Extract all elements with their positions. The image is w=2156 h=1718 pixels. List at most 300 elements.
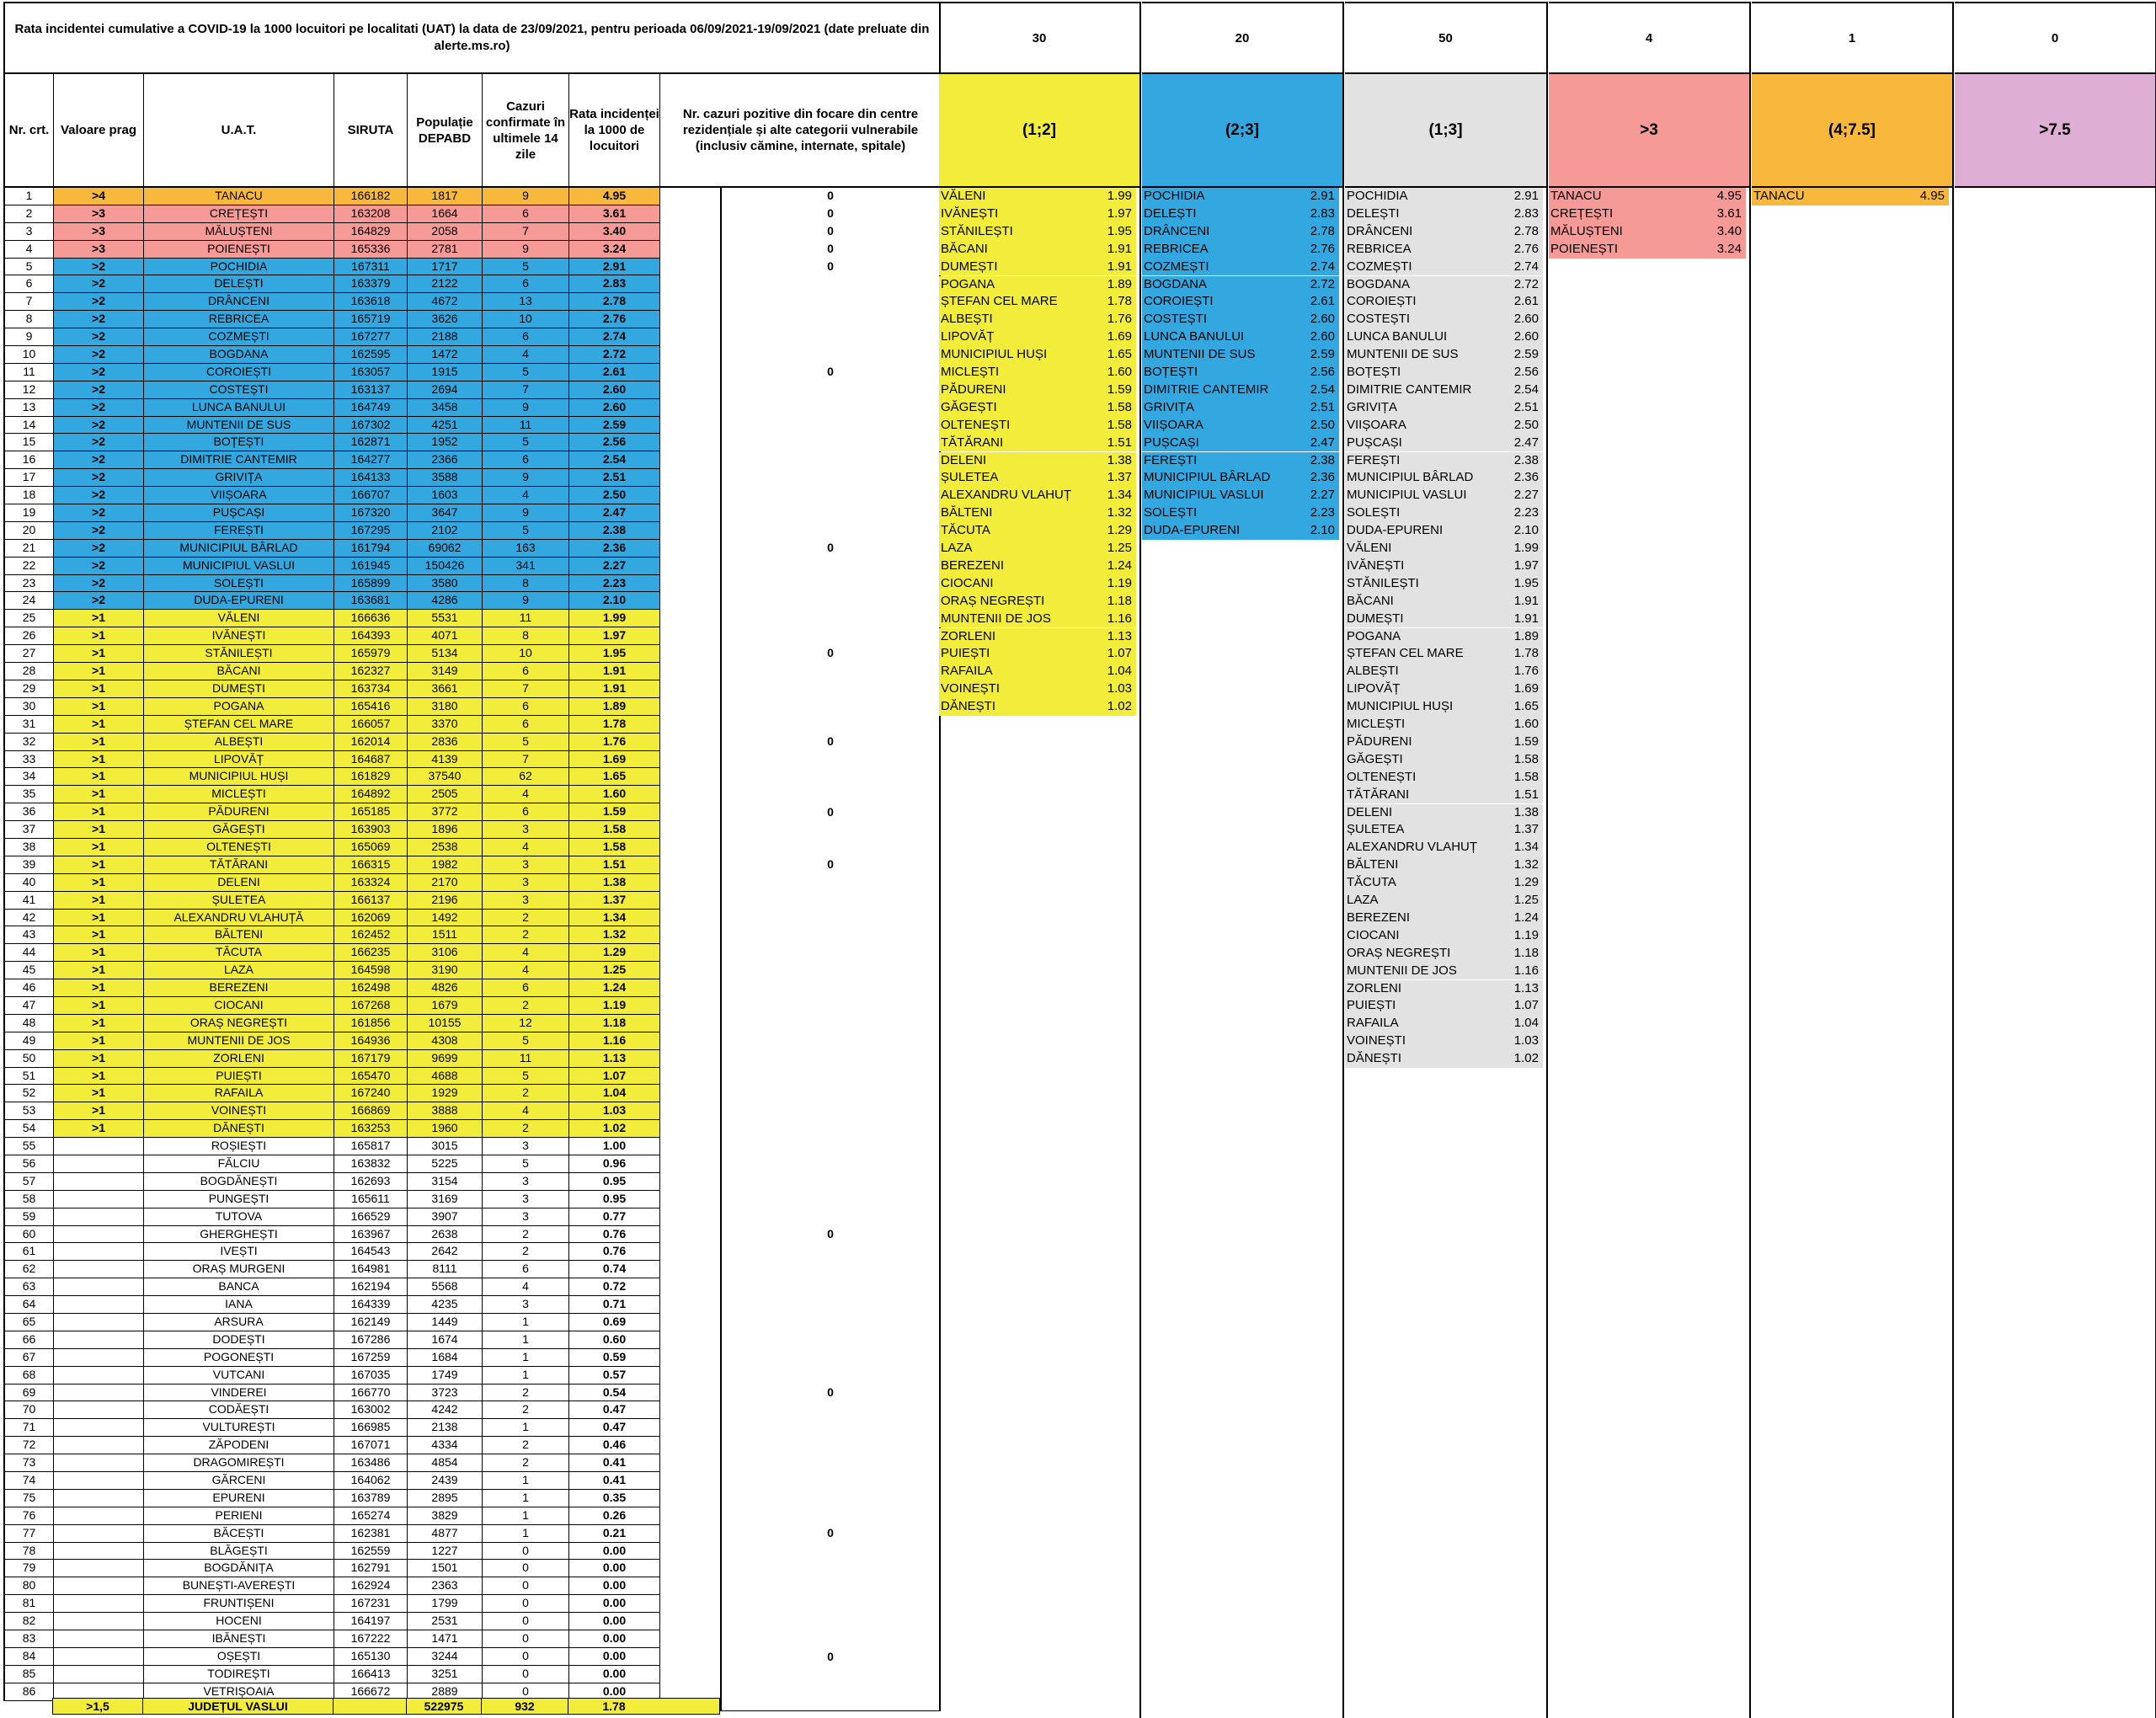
row-nr: 13 — [5, 399, 54, 417]
row-populatie: 3169 — [408, 1191, 483, 1208]
category-item-name: BĂLTENI — [941, 505, 993, 520]
row-siruta: 163967 — [334, 1226, 408, 1244]
row-uat: BANCA — [144, 1278, 334, 1296]
row-siruta: 166137 — [334, 892, 408, 910]
row-populatie: 1679 — [408, 997, 483, 1015]
category-item — [1142, 311, 1339, 328]
row-cazuri: 5 — [483, 1155, 569, 1173]
table-row — [5, 1085, 660, 1102]
category-item-value: 2.59 — [1513, 347, 1539, 362]
row-siruta: 166636 — [334, 610, 408, 627]
row-rata: 2.36 — [569, 540, 660, 558]
row-populatie: 1799 — [408, 1595, 483, 1613]
category-count: 20 — [1142, 2, 1344, 74]
category-item-name: BOȚEȘTI — [1347, 365, 1401, 379]
row-uat: PĂDURENI — [144, 803, 334, 821]
row-cazuri: 9 — [483, 469, 569, 487]
category-item-value: 1.78 — [1107, 294, 1132, 309]
row-nr: 60 — [5, 1226, 54, 1244]
header-nr: Nr. crt. — [5, 74, 54, 186]
row-populatie: 3370 — [408, 716, 483, 734]
category-item-name: MUNICIPIUL BÂRLAD — [1144, 470, 1271, 485]
category-label: (2;3] — [1142, 74, 1344, 188]
row-cazuri: 9 — [483, 504, 569, 522]
row-cazuri: 1 — [483, 1525, 569, 1543]
focare-value: 0 — [827, 857, 834, 872]
category-item-name: VOINEȘTI — [941, 681, 1001, 696]
row-uat: VINDEREI — [144, 1385, 334, 1402]
row-nr: 45 — [5, 962, 54, 979]
category-item — [1345, 540, 1543, 558]
category-item-value: 1.59 — [1513, 734, 1539, 749]
row-nr: 83 — [5, 1630, 54, 1648]
row-siruta: 167240 — [334, 1085, 408, 1102]
row-siruta: 165336 — [334, 241, 408, 259]
row-nr: 19 — [5, 504, 54, 522]
row-populatie: 1227 — [408, 1543, 483, 1561]
category-item — [1345, 892, 1543, 910]
row-prag — [54, 1525, 144, 1543]
row-rata: 0.00 — [569, 1666, 660, 1683]
row-prag — [54, 1472, 144, 1490]
row-nr: 33 — [5, 751, 54, 769]
row-siruta: 166057 — [334, 716, 408, 734]
category-item-value: 1.02 — [1513, 1051, 1539, 1066]
row-nr: 69 — [5, 1385, 54, 1402]
row-rata: 0.00 — [569, 1683, 660, 1701]
row-prag: >2 — [54, 311, 144, 328]
row-nr: 18 — [5, 487, 54, 504]
row-cazuri: 3 — [483, 1191, 569, 1208]
category-count: 30 — [939, 2, 1141, 74]
category-item-value: 2.72 — [1310, 276, 1335, 291]
row-rata: 1.59 — [569, 803, 660, 821]
row-nr: 38 — [5, 839, 54, 856]
row-prag — [54, 1560, 144, 1577]
row-siruta: 161829 — [334, 768, 408, 786]
row-populatie: 3661 — [408, 680, 483, 698]
category-item-value: 1.69 — [1107, 329, 1132, 344]
row-cazuri: 1 — [483, 1331, 569, 1349]
category-item — [939, 328, 1136, 346]
category-item-name: COROIEȘTI — [1347, 294, 1417, 309]
row-uat: GHERGHEȘTI — [144, 1226, 334, 1244]
category-item-name: SOLEȘTI — [1347, 505, 1401, 520]
category-item — [939, 346, 1136, 364]
row-prag — [54, 1138, 144, 1155]
row-populatie: 4308 — [408, 1032, 483, 1050]
row-siruta: 163832 — [334, 1155, 408, 1173]
row-populatie: 1449 — [408, 1314, 483, 1331]
row-rata: 1.19 — [569, 997, 660, 1015]
row-populatie: 4688 — [408, 1068, 483, 1086]
table-row — [5, 259, 660, 276]
row-cazuri: 3 — [483, 821, 569, 839]
row-cazuri: 11 — [483, 610, 569, 627]
category-item-name: ȘTEFAN CEL MARE — [1347, 646, 1464, 661]
row-cazuri: 2 — [483, 1085, 569, 1102]
row-siruta: 165817 — [334, 1138, 408, 1155]
row-nr: 49 — [5, 1032, 54, 1050]
row-nr: 54 — [5, 1120, 54, 1138]
table-row — [5, 734, 660, 751]
row-nr: 16 — [5, 451, 54, 469]
row-uat: CIOCANI — [144, 997, 334, 1015]
row-prag: >2 — [54, 592, 144, 610]
row-siruta: 163002 — [334, 1401, 408, 1419]
row-rata: 0.35 — [569, 1490, 660, 1507]
row-nr: 9 — [5, 328, 54, 346]
header-siruta: SIRUTA — [334, 74, 408, 186]
table-row — [5, 1454, 660, 1472]
row-siruta: 163789 — [334, 1490, 408, 1507]
category-item-value: 2.72 — [1513, 276, 1539, 291]
row-cazuri: 163 — [483, 540, 569, 558]
row-rata: 0.69 — [569, 1314, 660, 1331]
row-rata: 2.60 — [569, 381, 660, 399]
category-item — [1345, 945, 1543, 963]
category-item — [939, 205, 1136, 223]
category-item-name: LIPOVĂȚ — [941, 329, 995, 344]
row-populatie: 1717 — [408, 259, 483, 276]
row-uat: BĂCANI — [144, 663, 334, 680]
row-siruta: 166672 — [334, 1683, 408, 1701]
category-item-name: COROIEȘTI — [1144, 294, 1214, 309]
report-title: Rata incidentei cumulative a COVID-19 la 1000 locuitori pe localitati (UAT) la data de 23/09/2021, pentru perioada 06/09/2021-19/09/2021 (date preluate din alerte.ms.ro) — [3, 2, 941, 74]
row-rata: 3.24 — [569, 241, 660, 259]
table-row — [5, 399, 660, 417]
row-cazuri: 6 — [483, 979, 569, 997]
category-item-name: BEREZENI — [941, 558, 1005, 573]
row-rata: 3.61 — [569, 205, 660, 223]
row-siruta: 165185 — [334, 803, 408, 821]
row-cazuri: 0 — [483, 1595, 569, 1613]
category-item — [1142, 241, 1339, 259]
row-cazuri: 4 — [483, 487, 569, 504]
category-item — [1142, 504, 1339, 522]
row-prag — [54, 1208, 144, 1226]
row-siruta: 165719 — [334, 311, 408, 328]
category-item — [1345, 751, 1543, 769]
category-item-value: 4.95 — [1919, 189, 1945, 203]
category-item — [939, 469, 1136, 487]
row-siruta: 163618 — [334, 293, 408, 311]
row-prag: >1 — [54, 856, 144, 874]
row-uat: ȘTEFAN CEL MARE — [144, 716, 334, 734]
row-populatie: 2363 — [408, 1577, 483, 1595]
category-item-name: COSTEȘTI — [1144, 312, 1208, 327]
row-populatie: 9699 — [408, 1050, 483, 1068]
row-rata: 0.54 — [569, 1385, 660, 1402]
category-item — [939, 504, 1136, 522]
table-row — [5, 1331, 660, 1349]
row-nr: 29 — [5, 680, 54, 698]
row-rata: 2.76 — [569, 311, 660, 328]
category-item — [1345, 980, 1543, 998]
row-prag: >1 — [54, 645, 144, 663]
category-item-name: POCHIDIA — [1144, 189, 1205, 203]
row-uat: IANA — [144, 1296, 334, 1314]
header-rata: Rata incidenței la 1000 de locuitori — [569, 74, 660, 186]
category-item-name: MUNTENII DE SUS — [1144, 347, 1256, 362]
category-item-value: 1.07 — [1107, 646, 1132, 661]
category-item-value: 1.91 — [1107, 259, 1132, 274]
category-item-value: 2.56 — [1513, 365, 1539, 379]
category-item-value: 1.38 — [1107, 452, 1132, 467]
row-populatie: 3647 — [408, 504, 483, 522]
row-nr: 68 — [5, 1367, 54, 1385]
row-prag: >2 — [54, 504, 144, 522]
row-cazuri: 6 — [483, 451, 569, 469]
row-uat: OȘEȘTI — [144, 1648, 334, 1666]
row-rata: 2.91 — [569, 259, 660, 276]
row-prag — [54, 1419, 144, 1437]
row-siruta: 163379 — [334, 275, 408, 293]
header-cazuri: Cazuri confirmate în ultimele 14 zile — [483, 74, 569, 186]
row-prag: >3 — [54, 241, 144, 259]
row-prag — [54, 1595, 144, 1613]
row-populatie: 3580 — [408, 575, 483, 593]
category-item-name: OLTENEȘTI — [1347, 769, 1417, 784]
row-uat: IVĂNEȘTI — [144, 627, 334, 645]
row-nr: 72 — [5, 1437, 54, 1454]
category-item — [1345, 787, 1543, 804]
row-uat: PUNGEȘTI — [144, 1191, 334, 1208]
row-siruta: 162149 — [334, 1314, 408, 1331]
row-populatie: 2895 — [408, 1490, 483, 1507]
category-item-value: 2.91 — [1310, 189, 1335, 203]
row-siruta: 167035 — [334, 1367, 408, 1385]
row-prag: >2 — [54, 487, 144, 504]
row-rata: 2.60 — [569, 399, 660, 417]
row-nr: 34 — [5, 768, 54, 786]
row-siruta: 162327 — [334, 663, 408, 680]
category-item-value: 2.27 — [1513, 488, 1539, 503]
category-item-value: 1.32 — [1107, 505, 1132, 520]
row-cazuri: 0 — [483, 1613, 569, 1630]
row-siruta: 165899 — [334, 575, 408, 593]
row-siruta: 167311 — [334, 259, 408, 276]
row-siruta: 167259 — [334, 1349, 408, 1367]
category-item-name: PUIEȘTI — [1347, 998, 1396, 1013]
category-item-value: 1.13 — [1513, 980, 1539, 995]
table-row — [5, 1401, 660, 1419]
row-rata: 1.34 — [569, 910, 660, 927]
row-rata: 2.74 — [569, 328, 660, 346]
row-siruta: 164687 — [334, 751, 408, 769]
category-item-name: ORAȘ NEGREȘTI — [1347, 945, 1451, 960]
table-row — [5, 1577, 660, 1595]
row-cazuri: 5 — [483, 434, 569, 451]
category-label: (4;7.5] — [1752, 74, 1954, 188]
row-populatie: 1472 — [408, 346, 483, 364]
row-uat: COROIEȘTI — [144, 364, 334, 381]
row-populatie: 2439 — [408, 1472, 483, 1490]
row-uat: ORAȘ MURGENI — [144, 1261, 334, 1278]
row-rata: 0.00 — [569, 1648, 660, 1666]
category-item-name: MUNICIPIUL BÂRLAD — [1347, 470, 1474, 485]
row-rata: 2.51 — [569, 469, 660, 487]
category-item — [1752, 188, 1949, 205]
row-cazuri: 7 — [483, 381, 569, 399]
row-rata: 2.23 — [569, 575, 660, 593]
row-prag: >1 — [54, 1068, 144, 1086]
total-row — [52, 1698, 720, 1715]
category-item-value: 2.78 — [1513, 223, 1539, 238]
row-populatie: 2538 — [408, 839, 483, 856]
row-uat: TODIREȘTI — [144, 1666, 334, 1683]
row-populatie: 5531 — [408, 610, 483, 627]
category-item — [1345, 381, 1543, 399]
category-item-value: 1.51 — [1107, 435, 1132, 450]
row-nr: 8 — [5, 311, 54, 328]
row-prag: >2 — [54, 575, 144, 593]
row-siruta: 167286 — [334, 1331, 408, 1349]
row-prag: >4 — [54, 188, 144, 205]
row-siruta: 163903 — [334, 821, 408, 839]
row-nr: 26 — [5, 627, 54, 645]
table-row — [5, 1507, 660, 1525]
row-uat: ZORLENI — [144, 1050, 334, 1068]
table-row — [5, 540, 660, 558]
total-rata: 1.78 — [602, 1699, 626, 1713]
row-uat: MICLEȘTI — [144, 786, 334, 803]
row-uat: PUIEȘTI — [144, 1068, 334, 1086]
table-row — [5, 1385, 660, 1402]
row-nr: 23 — [5, 575, 54, 593]
focare-value: 0 — [827, 241, 834, 255]
total-cazuri: 932 — [482, 1699, 568, 1714]
row-populatie: 1952 — [408, 434, 483, 451]
category-item-value: 2.61 — [1310, 294, 1335, 309]
table-row — [5, 575, 660, 593]
row-populatie: 3626 — [408, 311, 483, 328]
row-uat: PUȘCAȘI — [144, 504, 334, 522]
category-item-value: 1.91 — [1513, 611, 1539, 626]
row-populatie: 2366 — [408, 451, 483, 469]
category-item-value: 2.51 — [1310, 399, 1335, 414]
row-siruta: 161794 — [334, 540, 408, 558]
row-uat: ȘULETEA — [144, 892, 334, 910]
category-item-name: PUȘCAȘI — [1144, 435, 1199, 450]
row-siruta: 167231 — [334, 1595, 408, 1613]
category-item-name: ZORLENI — [1347, 980, 1402, 995]
row-cazuri: 2 — [483, 1437, 569, 1454]
row-nr: 78 — [5, 1543, 54, 1561]
row-nr: 56 — [5, 1155, 54, 1173]
row-populatie: 4251 — [408, 417, 483, 435]
row-populatie: 5225 — [408, 1155, 483, 1173]
category-item-name: DĂNEȘTI — [1347, 1051, 1402, 1066]
row-nr: 32 — [5, 734, 54, 751]
row-rata: 1.18 — [569, 1015, 660, 1032]
row-nr: 27 — [5, 645, 54, 663]
row-siruta: 166707 — [334, 487, 408, 504]
row-cazuri: 9 — [483, 399, 569, 417]
category-item-name: ALEXANDRU VLAHUȚ — [1347, 840, 1478, 855]
row-siruta: 166529 — [334, 1208, 408, 1226]
table-row — [5, 293, 660, 311]
row-cazuri: 4 — [483, 944, 569, 962]
row-siruta: 162014 — [334, 734, 408, 751]
category-item — [1345, 276, 1543, 294]
row-populatie: 1749 — [408, 1367, 483, 1385]
category-item-name: CIOCANI — [941, 575, 994, 590]
row-rata: 0.41 — [569, 1472, 660, 1490]
category-item — [939, 575, 1136, 593]
row-cazuri: 10 — [483, 311, 569, 328]
row-populatie: 1511 — [408, 926, 483, 944]
row-rata: 2.38 — [569, 522, 660, 540]
row-siruta: 163734 — [334, 680, 408, 698]
category-item-name: VIIȘOARA — [1347, 417, 1406, 432]
category-item — [1345, 874, 1543, 892]
row-nr: 5 — [5, 259, 54, 276]
category-item — [939, 311, 1136, 328]
category-item-name: BĂLTENI — [1347, 857, 1399, 872]
row-populatie: 1603 — [408, 487, 483, 504]
category-item-value: 1.91 — [1107, 241, 1132, 256]
row-siruta: 163208 — [334, 205, 408, 223]
row-nr: 21 — [5, 540, 54, 558]
table-row — [5, 504, 660, 522]
category-item — [1345, 452, 1543, 470]
row-populatie: 2170 — [408, 874, 483, 892]
row-siruta: 162069 — [334, 910, 408, 927]
row-prag — [54, 1278, 144, 1296]
row-rata: 2.61 — [569, 364, 660, 381]
category-item-name: TĂCUTA — [1347, 875, 1396, 890]
category-item — [939, 293, 1136, 311]
category-item — [1345, 628, 1543, 646]
row-rata: 0.47 — [569, 1401, 660, 1419]
table-row — [5, 1261, 660, 1278]
table-row — [5, 627, 660, 645]
row-uat: IBĂNEȘTI — [144, 1630, 334, 1648]
table-row — [5, 1120, 660, 1138]
row-populatie: 3180 — [408, 698, 483, 716]
focare-value: 0 — [827, 1385, 834, 1400]
category-item-name: REBRICEA — [1144, 241, 1209, 256]
row-nr: 15 — [5, 434, 54, 451]
category-item-value: 1.60 — [1513, 717, 1539, 731]
row-cazuri: 6 — [483, 663, 569, 680]
row-cazuri: 12 — [483, 1015, 569, 1032]
category-label: >3 — [1549, 74, 1751, 188]
row-siruta: 167320 — [334, 504, 408, 522]
row-uat: BOGDĂNIȚA — [144, 1560, 334, 1577]
row-rata: 1.99 — [569, 610, 660, 627]
row-uat: DIMITRIE CANTEMIR — [144, 451, 334, 469]
category-item-value: 2.60 — [1513, 329, 1539, 344]
row-rata: 0.57 — [569, 1367, 660, 1385]
row-siruta: 164062 — [334, 1472, 408, 1490]
category-label: >7.5 — [1955, 74, 2156, 188]
row-uat: MUNTENII DE SUS — [144, 417, 334, 435]
category-item-name: BĂCANI — [1347, 593, 1394, 608]
row-siruta: 166413 — [334, 1666, 408, 1683]
table-row — [5, 1437, 660, 1454]
table-row — [5, 680, 660, 698]
row-prag: >2 — [54, 259, 144, 276]
category-item-name: DUMEȘTI — [941, 259, 998, 274]
row-populatie: 4242 — [408, 1401, 483, 1419]
category-item-value: 1.03 — [1513, 1033, 1539, 1048]
category-item-name: GĂGEȘTI — [1347, 751, 1403, 766]
row-cazuri: 6 — [483, 328, 569, 346]
category-item-value: 1.95 — [1107, 223, 1132, 238]
category-item-name: BĂCANI — [941, 241, 988, 256]
